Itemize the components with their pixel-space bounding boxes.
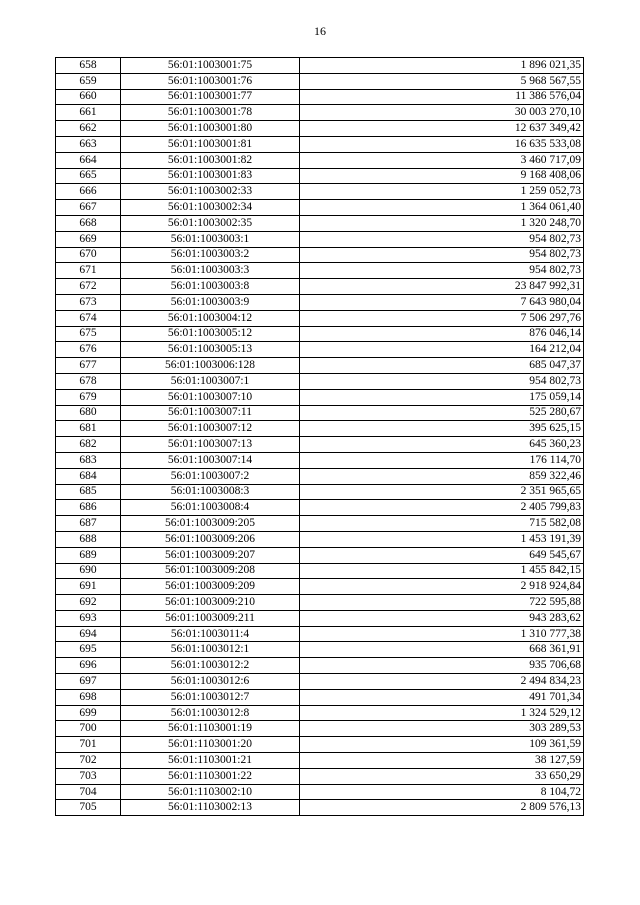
table-row xyxy=(56,595,584,611)
cadastral-number-cell: 56:01:1003012:2 xyxy=(121,658,300,674)
table-row xyxy=(56,642,584,658)
cadastral-number-cell: 56:01:1003005:12 xyxy=(121,326,300,342)
cadastral-number-cell: 56:01:1003002:33 xyxy=(121,184,300,200)
cadastral-number-cell: 56:01:1003009:207 xyxy=(121,547,300,563)
cadastral-value-cell: 11 386 576,04 xyxy=(300,89,584,105)
cadastral-value-cell: 109 361,59 xyxy=(300,737,584,753)
cadastral-number-cell: 56:01:1103002:13 xyxy=(121,800,300,816)
cadastral-value-cell: 954 802,73 xyxy=(300,231,584,247)
cadastral-number-cell: 56:01:1003009:210 xyxy=(121,595,300,611)
cadastral-value-cell: 33 650,29 xyxy=(300,768,584,784)
row-number-cell: 658 xyxy=(56,58,121,74)
row-number-cell: 661 xyxy=(56,105,121,121)
cadastral-number-cell: 56:01:1003001:80 xyxy=(121,121,300,137)
table-row xyxy=(56,610,584,626)
cadastral-value-cell: 38 127,59 xyxy=(300,753,584,769)
cadastral-number-cell: 56:01:1003003:2 xyxy=(121,247,300,263)
table-row xyxy=(56,168,584,184)
cadastral-value-cell: 7 643 980,04 xyxy=(300,294,584,310)
row-number-cell: 700 xyxy=(56,721,121,737)
row-number-cell: 699 xyxy=(56,705,121,721)
cadastral-value-cell: 395 625,15 xyxy=(300,421,584,437)
cadastral-value-cell: 8 104,72 xyxy=(300,784,584,800)
cadastral-number-cell: 56:01:1003012:7 xyxy=(121,689,300,705)
cadastral-number-cell: 56:01:1003007:14 xyxy=(121,452,300,468)
table-row xyxy=(56,294,584,310)
cadastral-value-cell: 9 168 408,06 xyxy=(300,168,584,184)
row-number-cell: 683 xyxy=(56,452,121,468)
row-number-cell: 670 xyxy=(56,247,121,263)
row-number-cell: 676 xyxy=(56,342,121,358)
row-number-cell: 674 xyxy=(56,310,121,326)
cadastral-number-cell: 56:01:1103001:19 xyxy=(121,721,300,737)
cadastral-value-cell: 1 324 529,12 xyxy=(300,705,584,721)
cadastral-value-cell: 859 322,46 xyxy=(300,468,584,484)
cadastral-number-cell: 56:01:1003007:1 xyxy=(121,373,300,389)
cadastral-number-cell: 56:01:1003002:34 xyxy=(121,200,300,216)
row-number-cell: 687 xyxy=(56,516,121,532)
row-number-cell: 666 xyxy=(56,184,121,200)
cadastral-value-cell: 715 582,08 xyxy=(300,516,584,532)
row-number-cell: 704 xyxy=(56,784,121,800)
row-number-cell: 673 xyxy=(56,294,121,310)
cadastral-value-cell: 954 802,73 xyxy=(300,263,584,279)
cadastral-number-cell: 56:01:1003011:4 xyxy=(121,626,300,642)
cadastral-number-cell: 56:01:1003001:77 xyxy=(121,89,300,105)
row-number-cell: 671 xyxy=(56,263,121,279)
cadastral-number-cell: 56:01:1003002:35 xyxy=(121,215,300,231)
table-row xyxy=(56,547,584,563)
row-number-cell: 692 xyxy=(56,595,121,611)
row-number-cell: 659 xyxy=(56,73,121,89)
cadastral-number-cell: 56:01:1003007:11 xyxy=(121,405,300,421)
table-row xyxy=(56,500,584,516)
row-number-cell: 697 xyxy=(56,674,121,690)
row-number-cell: 688 xyxy=(56,531,121,547)
table-row xyxy=(56,705,584,721)
row-number-cell: 669 xyxy=(56,231,121,247)
table-row xyxy=(56,421,584,437)
row-number-cell: 701 xyxy=(56,737,121,753)
row-number-cell: 686 xyxy=(56,500,121,516)
table-row xyxy=(56,452,584,468)
cadastral-value-cell: 943 283,62 xyxy=(300,610,584,626)
row-number-cell: 678 xyxy=(56,373,121,389)
table-row xyxy=(56,437,584,453)
cadastral-value-cell: 1 455 842,15 xyxy=(300,563,584,579)
cadastral-value-cell: 876 046,14 xyxy=(300,326,584,342)
row-number-cell: 663 xyxy=(56,136,121,152)
cadastral-value-cell: 954 802,73 xyxy=(300,247,584,263)
cadastral-number-cell: 56:01:1003009:206 xyxy=(121,531,300,547)
cadastral-value-cell: 1 310 777,38 xyxy=(300,626,584,642)
cadastral-value-cell: 1 453 191,39 xyxy=(300,531,584,547)
cadastral-number-cell: 56:01:1003001:78 xyxy=(121,105,300,121)
row-number-cell: 684 xyxy=(56,468,121,484)
cadastral-number-cell: 56:01:1003003:9 xyxy=(121,294,300,310)
cadastral-value-cell: 30 003 270,10 xyxy=(300,105,584,121)
table-row xyxy=(56,73,584,89)
row-number-cell: 667 xyxy=(56,200,121,216)
cadastral-number-cell: 56:01:1103001:21 xyxy=(121,753,300,769)
row-number-cell: 680 xyxy=(56,405,121,421)
cadastral-number-cell: 56:01:1003003:1 xyxy=(121,231,300,247)
table-row xyxy=(56,737,584,753)
row-number-cell: 675 xyxy=(56,326,121,342)
cadastral-number-cell: 56:01:1003001:75 xyxy=(121,58,300,74)
table-row xyxy=(56,89,584,105)
row-number-cell: 681 xyxy=(56,421,121,437)
cadastral-value-cell: 668 361,91 xyxy=(300,642,584,658)
table-row xyxy=(56,310,584,326)
cadastral-value-cell: 2 809 576,13 xyxy=(300,800,584,816)
cadastral-number-cell: 56:01:1103001:22 xyxy=(121,768,300,784)
cadastral-number-cell: 56:01:1003004:12 xyxy=(121,310,300,326)
table-row xyxy=(56,531,584,547)
cadastral-number-cell: 56:01:1003012:8 xyxy=(121,705,300,721)
table-row xyxy=(56,121,584,137)
table-row xyxy=(56,768,584,784)
row-number-cell: 677 xyxy=(56,358,121,374)
table-row xyxy=(56,389,584,405)
cadastral-number-cell: 56:01:1103001:20 xyxy=(121,737,300,753)
cadastral-value-cell: 1 259 052,73 xyxy=(300,184,584,200)
table-row xyxy=(56,152,584,168)
cadastral-number-cell: 56:01:1003003:3 xyxy=(121,263,300,279)
table-row xyxy=(56,658,584,674)
row-number-cell: 685 xyxy=(56,484,121,500)
row-number-cell: 691 xyxy=(56,579,121,595)
table-row xyxy=(56,358,584,374)
cadastral-number-cell: 56:01:1003009:208 xyxy=(121,563,300,579)
cadastral-value-cell: 12 637 349,42 xyxy=(300,121,584,137)
table-row xyxy=(56,674,584,690)
cadastral-value-cell: 23 847 992,31 xyxy=(300,279,584,295)
row-number-cell: 698 xyxy=(56,689,121,705)
row-number-cell: 664 xyxy=(56,152,121,168)
table-row xyxy=(56,326,584,342)
cadastral-number-cell: 56:01:1003009:205 xyxy=(121,516,300,532)
table-row xyxy=(56,231,584,247)
table-row xyxy=(56,484,584,500)
row-number-cell: 703 xyxy=(56,768,121,784)
cadastral-number-cell: 56:01:1003009:209 xyxy=(121,579,300,595)
cadastral-value-cell: 164 212,04 xyxy=(300,342,584,358)
cadastral-number-cell: 56:01:1003007:13 xyxy=(121,437,300,453)
table-row xyxy=(56,200,584,216)
cadastral-number-cell: 56:01:1003007:10 xyxy=(121,389,300,405)
row-number-cell: 694 xyxy=(56,626,121,642)
row-number-cell: 672 xyxy=(56,279,121,295)
cadastral-number-cell: 56:01:1003001:76 xyxy=(121,73,300,89)
cadastral-value-cell: 303 289,53 xyxy=(300,721,584,737)
table-row xyxy=(56,563,584,579)
cadastral-number-cell: 56:01:1003001:82 xyxy=(121,152,300,168)
cadastral-value-cell: 1 320 248,70 xyxy=(300,215,584,231)
table-row xyxy=(56,373,584,389)
cadastral-value-cell: 1 896 021,35 xyxy=(300,58,584,74)
table-body xyxy=(56,58,584,816)
table-row xyxy=(56,405,584,421)
cadastral-value-cell: 16 635 533,08 xyxy=(300,136,584,152)
cadastral-number-cell: 56:01:1003009:211 xyxy=(121,610,300,626)
table-row xyxy=(56,689,584,705)
row-number-cell: 690 xyxy=(56,563,121,579)
cadastral-value-cell: 2 351 965,65 xyxy=(300,484,584,500)
row-number-cell: 682 xyxy=(56,437,121,453)
table-row xyxy=(56,136,584,152)
row-number-cell: 668 xyxy=(56,215,121,231)
table-row xyxy=(56,516,584,532)
cadastral-value-cell: 649 545,67 xyxy=(300,547,584,563)
table-row xyxy=(56,784,584,800)
table-row xyxy=(56,105,584,121)
cadastral-number-cell: 56:01:1003003:8 xyxy=(121,279,300,295)
cadastral-value-cell: 935 706,68 xyxy=(300,658,584,674)
cadastral-number-cell: 56:01:1103002:10 xyxy=(121,784,300,800)
cadastral-value-cell: 2 494 834,23 xyxy=(300,674,584,690)
table-row xyxy=(56,721,584,737)
row-number-cell: 702 xyxy=(56,753,121,769)
cadastral-value-cell: 7 506 297,76 xyxy=(300,310,584,326)
cadastral-number-cell: 56:01:1003008:4 xyxy=(121,500,300,516)
row-number-cell: 662 xyxy=(56,121,121,137)
table-row xyxy=(56,342,584,358)
cadastral-value-cell: 491 701,34 xyxy=(300,689,584,705)
cadastral-number-cell: 56:01:1003006:128 xyxy=(121,358,300,374)
cadastral-number-cell: 56:01:1003001:83 xyxy=(121,168,300,184)
row-number-cell: 695 xyxy=(56,642,121,658)
cadastral-number-cell: 56:01:1003008:3 xyxy=(121,484,300,500)
cadastral-number-cell: 56:01:1003012:6 xyxy=(121,674,300,690)
cadastral-value-cell: 722 595,88 xyxy=(300,595,584,611)
table-row xyxy=(56,800,584,816)
cadastral-value-cell: 3 460 717,09 xyxy=(300,152,584,168)
table-row xyxy=(56,279,584,295)
page-number: 16 xyxy=(314,24,326,38)
cadastral-number-cell: 56:01:1003007:2 xyxy=(121,468,300,484)
table-row xyxy=(56,184,584,200)
cadastral-value-cell: 1 364 061,40 xyxy=(300,200,584,216)
row-number-cell: 696 xyxy=(56,658,121,674)
cadastral-number-cell: 56:01:1003005:13 xyxy=(121,342,300,358)
table-row xyxy=(56,215,584,231)
cadastral-value-cell: 175 059,14 xyxy=(300,389,584,405)
row-number-cell: 689 xyxy=(56,547,121,563)
row-number-cell: 679 xyxy=(56,389,121,405)
table-row xyxy=(56,579,584,595)
table-row xyxy=(56,753,584,769)
table-row xyxy=(56,263,584,279)
cadastral-value-table xyxy=(55,57,584,816)
table-row xyxy=(56,626,584,642)
cadastral-value-cell: 2 918 924,84 xyxy=(300,579,584,595)
table-row xyxy=(56,58,584,74)
table-row xyxy=(56,247,584,263)
cadastral-number-cell: 56:01:1003001:81 xyxy=(121,136,300,152)
cadastral-number-cell: 56:01:1003007:12 xyxy=(121,421,300,437)
cadastral-number-cell: 56:01:1003012:1 xyxy=(121,642,300,658)
cadastral-value-cell: 645 360,23 xyxy=(300,437,584,453)
cadastral-value-cell: 2 405 799,83 xyxy=(300,500,584,516)
cadastral-value-cell: 685 047,37 xyxy=(300,358,584,374)
row-number-cell: 665 xyxy=(56,168,121,184)
row-number-cell: 705 xyxy=(56,800,121,816)
cadastral-value-cell: 954 802,73 xyxy=(300,373,584,389)
cadastral-value-cell: 176 114,70 xyxy=(300,452,584,468)
row-number-cell: 693 xyxy=(56,610,121,626)
cadastral-value-cell: 525 280,67 xyxy=(300,405,584,421)
table-row xyxy=(56,468,584,484)
cadastral-value-cell: 5 968 567,55 xyxy=(300,73,584,89)
row-number-cell: 660 xyxy=(56,89,121,105)
